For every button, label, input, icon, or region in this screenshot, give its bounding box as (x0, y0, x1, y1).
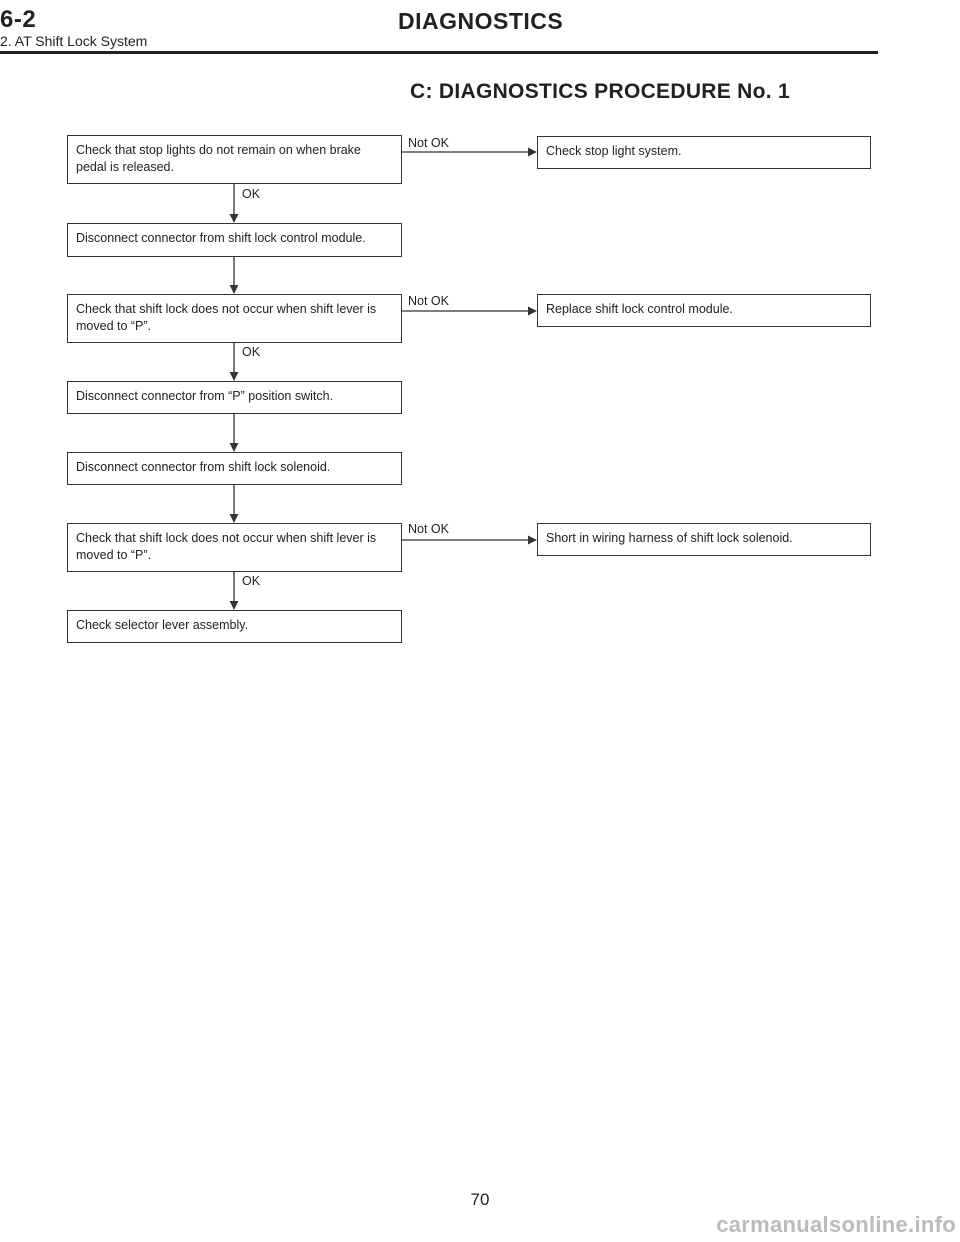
flow-step-check-selector-lever: Check selector lever assembly. (67, 610, 402, 643)
flow-result-stop-light-system: Check stop light system. (537, 136, 871, 169)
procedure-title: C: DIAGNOSTICS PROCEDURE No. 1 (410, 80, 791, 103)
subsection-title: 2. AT Shift Lock System (0, 33, 148, 49)
flow-step-check-shift-lock-2: Check that shift lock does not occur when shift lever is moved to “P”. (67, 523, 402, 572)
flow-step-disconnect-p-switch: Disconnect connector from “P” position switch. (67, 381, 402, 414)
watermark: carmanualsonline.info (716, 1212, 956, 1237)
label-not-ok-6: Not OK (408, 522, 449, 536)
flow-step-disconnect-solenoid: Disconnect connector from shift lock solenoid. (67, 452, 402, 485)
label-not-ok-3: Not OK (408, 294, 449, 308)
flow-result-replace-module: Replace shift lock control module. (537, 294, 871, 327)
label-ok-3: OK (242, 345, 261, 359)
label-ok-6: OK (242, 574, 261, 588)
page-number: 70 (470, 1190, 490, 1209)
section-title: DIAGNOSTICS (398, 8, 564, 34)
label-ok-1: OK (242, 187, 261, 201)
flow-step-check-shift-lock-1: Check that shift lock does not occur when shift lever is moved to “P”. (67, 294, 402, 343)
label-not-ok-1: Not OK (408, 136, 449, 150)
section-number: 6-2 (0, 6, 37, 33)
flow-step-disconnect-control-module: Disconnect connector from shift lock control module. (67, 223, 402, 257)
flow-step-check-stop-lights: Check that stop lights do not remain on when brake pedal is released. (67, 135, 402, 184)
flow-result-wiring-harness: Short in wiring harness of shift lock solenoid. (537, 523, 871, 556)
